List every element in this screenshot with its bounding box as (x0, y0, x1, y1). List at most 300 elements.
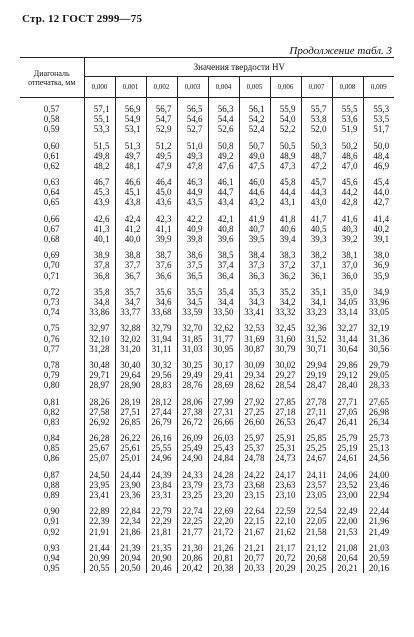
hardness-value-cell: 30,71 (301, 344, 332, 354)
hardness-value-cell: 27,51 (115, 407, 146, 417)
hardness-value-cell: 45,8 (270, 171, 301, 187)
hardness-value-cell: 27,99 (208, 390, 239, 406)
hardness-value-cell: 50,8 (208, 134, 239, 150)
hardness-value-cell: 26,60 (239, 417, 270, 427)
hardness-value-cell: 20,90 (146, 553, 177, 563)
hardness-value-cell: 31,28 (84, 344, 115, 354)
hardness-value-cell: 22,20 (208, 516, 239, 526)
diagonal-cell: 0,57 (20, 98, 84, 115)
hardness-value-cell: 23,57 (301, 480, 332, 490)
hardness-value-cell: 44,7 (208, 187, 239, 197)
hardness-value-cell: 43,6 (146, 197, 177, 207)
hardness-value-cell: 22,74 (177, 500, 208, 516)
table-row (20, 151, 394, 161)
hardness-value-cell: 20,99 (84, 553, 115, 563)
hardness-value-cell: 28,90 (115, 380, 146, 390)
hardness-value-cell: 43,4 (208, 197, 239, 207)
hardness-value-cell: 32,79 (146, 317, 177, 333)
hardness-value-cell: 24,39 (146, 463, 177, 479)
table-row (20, 500, 394, 516)
hardness-value-cell: 56,7 (146, 98, 177, 115)
hardness-value-cell: 43,9 (84, 197, 115, 207)
hardness-value-cell: 22,54 (301, 500, 332, 516)
diagonal-cell: 0,72 (20, 281, 84, 297)
hardness-value-cell: 30,17 (208, 354, 239, 370)
hardness-value-cell: 45,6 (332, 171, 363, 187)
hardness-value-cell: 40,9 (177, 224, 208, 234)
hardness-value-cell: 27,78 (301, 390, 332, 406)
hardness-value-cell: 24,73 (270, 453, 301, 463)
hardness-value-cell: 27,11 (301, 407, 332, 417)
hardness-value-cell: 26,22 (115, 427, 146, 443)
hardness-value-cell: 21,86 (115, 527, 146, 537)
hardness-value-cell: 20,72 (270, 553, 301, 563)
table-row (20, 427, 394, 443)
hardness-value-cell: 43,1 (270, 197, 301, 207)
hardness-value-cell: 21,62 (270, 527, 301, 537)
hardness-value-cell: 23,95 (84, 480, 115, 490)
hardness-value-cell: 55,7 (301, 98, 332, 115)
hardness-value-cell: 21,17 (270, 537, 301, 553)
hardness-value-cell: 47,2 (301, 161, 332, 171)
diagonal-cell: 0,65 (20, 197, 84, 207)
hardness-value-cell: 29,19 (301, 370, 332, 380)
hardness-value-cell: 35,0 (332, 281, 363, 297)
hardness-value-cell: 22,49 (332, 500, 363, 516)
hardness-value-cell: 21,12 (301, 537, 332, 553)
hardness-value-cell: 31,44 (332, 334, 363, 344)
hardness-value-cell: 53,3 (84, 124, 115, 134)
hardness-value-cell: 31,36 (368, 333, 390, 344)
hardness-value-cell: 21,08 (332, 537, 363, 553)
hardness-value-cell: 36,3 (239, 271, 270, 281)
hardness-value-cell: 39,1 (373, 233, 390, 244)
hardness-value-cell: 28,83 (146, 380, 177, 390)
hardness-value-cell: 40,1 (84, 234, 115, 244)
hardness-value-cell: 29,56 (146, 370, 177, 380)
hardness-value-cell: 40,6 (270, 224, 301, 234)
hardness-value-cell: 40,2 (373, 223, 390, 234)
hardness-value-cell: 24,06 (332, 463, 363, 479)
hardness-value-cell: 34,9 (373, 286, 390, 297)
diagonal-cell: 0,84 (20, 427, 84, 443)
table-row (20, 553, 394, 563)
hardness-value-cell: 39,8 (177, 234, 208, 244)
hardness-value-cell: 20,16 (368, 563, 390, 574)
hardness-value-cell: 29,86 (332, 354, 363, 370)
hardness-value-cell: 33,77 (115, 307, 146, 317)
hardness-value-cell: 26,16 (146, 427, 177, 443)
table-row (20, 260, 394, 270)
hardness-value-cell: 34,5 (177, 297, 208, 307)
table-row (20, 98, 394, 115)
hardness-value-cell: 25,61 (115, 443, 146, 453)
diagonal-cell: 0,68 (20, 234, 84, 244)
hardness-value-cell: 45,0 (146, 187, 177, 197)
hardness-value-cell: 22,44 (368, 506, 390, 517)
hardness-value-cell: 45,4 (373, 177, 390, 188)
hardness-value-cell: 25,13 (368, 443, 390, 454)
hardness-value-cell: 34,3 (239, 297, 270, 307)
page-reference: Стр. 12 ГОСТ 2999—75 (22, 13, 143, 25)
hardness-value-cell: 24,00 (368, 469, 390, 480)
hardness-value-cell: 26,34 (368, 416, 390, 427)
hardness-value-cell: 23,10 (270, 490, 301, 500)
hardness-value-cell: 41,7 (301, 207, 332, 223)
hardness-value-cell: 35,5 (177, 281, 208, 297)
table-row (20, 527, 394, 537)
table-row (20, 197, 394, 207)
hardness-value-cell: 50,5 (270, 134, 301, 150)
hardness-value-cell: 24,90 (177, 453, 208, 463)
table-row (20, 390, 394, 406)
hardness-value-cell: 49,7 (115, 151, 146, 161)
hardness-value-cell: 39,4 (270, 234, 301, 244)
hardness-value-cell: 44,9 (177, 187, 208, 197)
table-row (20, 124, 394, 134)
diagonal-cell: 0,94 (20, 553, 84, 563)
hardness-value-cell: 22,00 (332, 516, 363, 526)
hardness-value-cell: 48,6 (332, 151, 363, 161)
hardness-value-cell: 37,7 (115, 260, 146, 270)
hardness-value-cell: 36,1 (301, 271, 332, 281)
hardness-value-cell: 22,29 (146, 516, 177, 526)
hardness-value-cell: 20,59 (368, 553, 390, 564)
hardness-value-cell: 46,9 (373, 160, 390, 171)
hardness-value-cell: 57,1 (84, 98, 115, 115)
hardness-value-cell: 28,19 (115, 390, 146, 406)
hardness-value-cell: 26,53 (270, 417, 301, 427)
hardness-value-cell: 27,25 (239, 407, 270, 417)
hardness-value-cell: 28,06 (177, 390, 208, 406)
hardness-value-cell: 26,03 (208, 427, 239, 443)
hardness-value-cell: 40,8 (208, 224, 239, 234)
hardness-value-cell: 49,0 (239, 151, 270, 161)
hardness-value-cell: 30,56 (368, 343, 390, 354)
hardness-value-cell: 35,4 (208, 281, 239, 297)
diagonal-cell: 0,88 (20, 480, 84, 490)
hardness-value-cell: 20,94 (115, 553, 146, 563)
table-continuation-label: Продолжение табл. 3 (289, 45, 392, 57)
hardness-value-cell: 24,84 (208, 453, 239, 463)
hardness-value-cell: 47,9 (146, 161, 177, 171)
hardness-value-cell: 50,0 (373, 140, 390, 151)
hardness-value-cell: 23,84 (146, 480, 177, 490)
hardness-value-cell: 26,41 (332, 417, 363, 427)
hardness-value-cell: 25,25 (301, 443, 332, 453)
hardness-value-cell: 26,09 (177, 427, 208, 443)
hardness-value-cell: 22,59 (270, 500, 301, 516)
hardness-value-cell: 29,71 (84, 370, 115, 380)
hardness-value-cell: 27,65 (368, 396, 390, 407)
hardness-value-cell: 43,8 (115, 197, 146, 207)
diagonal-cell: 0,82 (20, 407, 84, 417)
hardness-value-cell: 35,1 (301, 281, 332, 297)
hardness-value-cell: 42,8 (332, 197, 363, 207)
hardness-value-cell: 23,73 (208, 480, 239, 490)
hardness-value-cell: 34,6 (146, 297, 177, 307)
hardness-value-cell: 46,0 (239, 171, 270, 187)
hardness-table (20, 57, 394, 573)
table-row (20, 134, 394, 150)
hardness-value-cell: 25,97 (239, 427, 270, 443)
hardness-value-cell: 21,91 (84, 527, 115, 537)
column-header: 0,007 (301, 77, 332, 98)
diagonal-cell: 0,93 (20, 537, 84, 553)
hardness-value-cell: 30,09 (239, 354, 270, 370)
hardness-value-cell: 22,84 (115, 500, 146, 516)
hardness-value-cell: 20,55 (84, 563, 115, 573)
hardness-value-cell: 21,53 (332, 527, 363, 537)
table-row (20, 114, 394, 124)
hardness-value-cell: 23,90 (115, 480, 146, 490)
hardness-value-cell: 38,9 (84, 244, 115, 260)
hardness-value-cell: 39,2 (332, 234, 363, 244)
hardness-value-cell: 41,3 (84, 224, 115, 234)
hardness-value-cell: 47,6 (208, 161, 239, 171)
hardness-value-cell: 25,31 (270, 443, 301, 453)
hardness-value-cell: 27,31 (208, 407, 239, 417)
hardness-value-cell: 20,81 (208, 553, 239, 563)
table-row (20, 453, 394, 463)
diagonal-cell: 0,71 (20, 271, 84, 281)
hardness-value-cell: 28,62 (239, 380, 270, 390)
hardness-value-cell: 20,33 (239, 563, 270, 573)
hardness-value-cell: 41,2 (115, 224, 146, 234)
hardness-value-cell: 43,0 (301, 197, 332, 207)
diagonal-cell: 0,77 (20, 344, 84, 354)
hardness-value-cell: 25,01 (115, 453, 146, 463)
hardness-value-cell: 29,49 (177, 370, 208, 380)
hardness-value-cell: 26,28 (84, 427, 115, 443)
table-row (20, 407, 394, 417)
hardness-value-cell: 54,4 (208, 114, 239, 124)
hardness-value-cell: 28,33 (368, 380, 390, 391)
hardness-value-cell: 36,0 (332, 271, 363, 281)
hardness-value-cell: 20,68 (301, 553, 332, 563)
hardness-value-cell: 20,50 (115, 563, 146, 573)
hardness-value-cell: 53,1 (115, 124, 146, 134)
hardness-value-cell: 36,8 (84, 271, 115, 281)
hardness-value-cell: 32,62 (208, 317, 239, 333)
hardness-value-cell: 37,2 (270, 260, 301, 270)
hardness-value-cell: 52,4 (239, 124, 270, 134)
hardness-value-cell: 29,12 (332, 370, 363, 380)
hardness-value-cell: 24,28 (208, 463, 239, 479)
hardness-value-cell: 29,34 (239, 370, 270, 380)
hardness-value-cell: 56,9 (115, 98, 146, 115)
hardness-value-cell: 30,48 (84, 354, 115, 370)
diagonal-cell: 0,95 (20, 563, 84, 573)
hardness-value-cell: 31,60 (270, 334, 301, 344)
diagonal-cell: 0,69 (20, 244, 84, 260)
hardness-value-cell: 20,42 (177, 563, 208, 573)
hardness-value-cell: 54,6 (177, 114, 208, 124)
hardness-value-cell: 38,6 (177, 244, 208, 260)
hardness-value-cell: 30,64 (332, 344, 363, 354)
hardness-value-cell: 21,49 (368, 526, 390, 537)
table-row (20, 354, 394, 370)
hardness-value-cell: 24,61 (332, 453, 363, 463)
diagonal-cell: 0,89 (20, 490, 84, 500)
hardness-value-cell: 25,07 (84, 453, 115, 463)
hardness-value-cell: 32,53 (239, 317, 270, 333)
hardness-value-cell: 20,86 (177, 553, 208, 563)
hardness-value-cell: 28,76 (177, 380, 208, 390)
hardness-value-cell: 41,1 (146, 224, 177, 234)
group-header-hardness: Значения твердости HV (84, 58, 394, 77)
hardness-value-cell: 22,39 (84, 516, 115, 526)
hardness-value-cell: 50,7 (239, 134, 270, 150)
hardness-value-cell: 38,5 (208, 244, 239, 260)
table-row (20, 187, 394, 197)
hardness-value-cell: 23,00 (332, 490, 363, 500)
hardness-value-cell: 31,85 (177, 334, 208, 344)
hardness-value-cell: 47,5 (239, 161, 270, 171)
hardness-value-cell: 41,8 (270, 207, 301, 223)
hardness-value-cell: 25,67 (84, 443, 115, 453)
hardness-value-cell: 40,0 (115, 234, 146, 244)
hardness-value-cell: 38,4 (239, 244, 270, 260)
hardness-value-cell: 31,69 (239, 334, 270, 344)
hardness-value-cell: 35,7 (115, 281, 146, 297)
hardness-value-cell: 21,72 (208, 527, 239, 537)
hardness-value-cell: 41,9 (239, 207, 270, 223)
hardness-value-cell: 41,6 (332, 207, 363, 223)
hardness-value-cell: 24,33 (177, 463, 208, 479)
hardness-value-cell: 42,1 (208, 207, 239, 223)
hardness-value-cell: 37,1 (301, 260, 332, 270)
hardness-value-cell: 39,5 (239, 234, 270, 244)
hardness-value-cell: 48,9 (270, 151, 301, 161)
hardness-value-cell: 40,5 (301, 224, 332, 234)
hardness-value-cell: 23,52 (332, 480, 363, 490)
hardness-value-cell: 48,4 (373, 150, 390, 161)
column-header: 0,006 (270, 77, 301, 98)
hardness-value-cell: 30,95 (208, 344, 239, 354)
hardness-value-cell: 37,4 (208, 260, 239, 270)
diagonal-cell: 0,61 (20, 151, 84, 161)
hardness-value-cell: 36,6 (146, 271, 177, 281)
hardness-value-cell: 25,91 (270, 427, 301, 443)
hardness-value-cell: 36,9 (373, 260, 390, 271)
hardness-value-cell: 33,05 (368, 307, 390, 318)
hardness-value-cell: 33,50 (208, 307, 239, 317)
hardness-value-cell: 32,27 (332, 317, 363, 333)
hardness-value-cell: 23,63 (270, 480, 301, 490)
hardness-value-cell: 33,23 (301, 307, 332, 317)
diagonal-cell: 0,62 (20, 161, 84, 171)
hardness-value-cell: 28,26 (84, 390, 115, 406)
hardness-value-cell: 49,3 (177, 151, 208, 161)
hardness-value-cell: 20,25 (301, 563, 332, 573)
table-row (20, 161, 394, 171)
hardness-value-cell: 23,05 (301, 490, 332, 500)
table-row (20, 171, 394, 187)
hardness-value-cell: 42,4 (115, 207, 146, 223)
hardness-value-cell: 22,64 (239, 500, 270, 516)
hardness-value-cell: 42,6 (84, 207, 115, 223)
hardness-value-cell: 49,5 (146, 151, 177, 161)
table-row (20, 563, 394, 573)
hardness-value-cell: 24,11 (301, 463, 332, 479)
hardness-value-cell: 21,77 (177, 527, 208, 537)
hardness-value-cell: 35,3 (239, 281, 270, 297)
hardness-value-cell: 21,21 (239, 537, 270, 553)
hardness-value-cell: 38,2 (301, 244, 332, 260)
hardness-value-cell: 53,8 (301, 114, 332, 124)
hardness-value-cell: 22,89 (84, 500, 115, 516)
hardness-value-cell: 26,98 (368, 406, 390, 417)
hardness-value-cell: 22,10 (270, 516, 301, 526)
hardness-value-cell: 31,52 (301, 334, 332, 344)
hardness-value-cell: 55,3 (373, 104, 390, 114)
hardness-value-cell: 21,39 (115, 537, 146, 553)
column-header: 0,009 (363, 77, 394, 98)
hardness-value-cell: 56,1 (239, 98, 270, 115)
hardness-value-cell: 29,79 (368, 360, 390, 371)
hardness-value-cell: 25,73 (368, 433, 390, 444)
table-row (20, 417, 394, 427)
hardness-value-cell: 24,67 (301, 453, 332, 463)
hardness-value-cell: 23,31 (146, 490, 177, 500)
diagonal-cell: 0,87 (20, 463, 84, 479)
hardness-value-cell: 52,9 (146, 124, 177, 134)
hardness-value-cell: 48,2 (84, 161, 115, 171)
table-row (20, 344, 394, 354)
diagonal-cell: 0,67 (20, 224, 84, 234)
hardness-value-cell: 34,7 (115, 297, 146, 307)
hardness-value-cell: 25,49 (177, 443, 208, 453)
hardness-value-cell: 39,3 (301, 234, 332, 244)
hardness-value-cell: 34,4 (208, 297, 239, 307)
hardness-value-cell: 28,40 (332, 380, 363, 390)
hardness-value-cell: 39,6 (208, 234, 239, 244)
hardness-value-cell: 23,36 (115, 490, 146, 500)
hardness-value-cell: 36,5 (177, 271, 208, 281)
table-row (20, 317, 394, 333)
hardness-value-cell: 46,1 (208, 171, 239, 187)
hardness-value-cell: 26,85 (115, 417, 146, 427)
diagonal-cell: 0,80 (20, 380, 84, 390)
hardness-value-cell: 32,19 (368, 323, 390, 334)
hardness-value-cell: 24,22 (239, 463, 270, 479)
hardness-value-cell: 51,9 (332, 124, 363, 134)
hardness-value-cell: 29,64 (115, 370, 146, 380)
hardness-value-cell: 25,19 (332, 443, 363, 453)
hardness-value-cell: 27,58 (84, 407, 115, 417)
table-row (20, 463, 394, 479)
table-body (20, 98, 394, 574)
hardness-value-cell: 23,20 (208, 490, 239, 500)
hardness-value-cell: 28,12 (146, 390, 177, 406)
hardness-value-cell: 31,77 (208, 334, 239, 344)
hardness-value-cell: 25,43 (208, 443, 239, 453)
hardness-value-cell: 21,35 (146, 537, 177, 553)
hardness-value-cell: 24,96 (146, 453, 177, 463)
hardness-value-cell: 45,3 (84, 187, 115, 197)
diagonal-cell: 0,83 (20, 417, 84, 427)
hardness-value-cell: 31,94 (146, 334, 177, 344)
table-row (20, 380, 394, 390)
hardness-value-cell: 32,97 (84, 317, 115, 333)
hardness-value-cell: 55,9 (270, 98, 301, 115)
hardness-value-cell: 54,9 (115, 114, 146, 124)
hardness-value-cell: 45,1 (115, 187, 146, 197)
hardness-value-cell: 34,8 (84, 297, 115, 307)
diagonal-cell: 0,92 (20, 527, 84, 537)
table-row (20, 207, 394, 223)
